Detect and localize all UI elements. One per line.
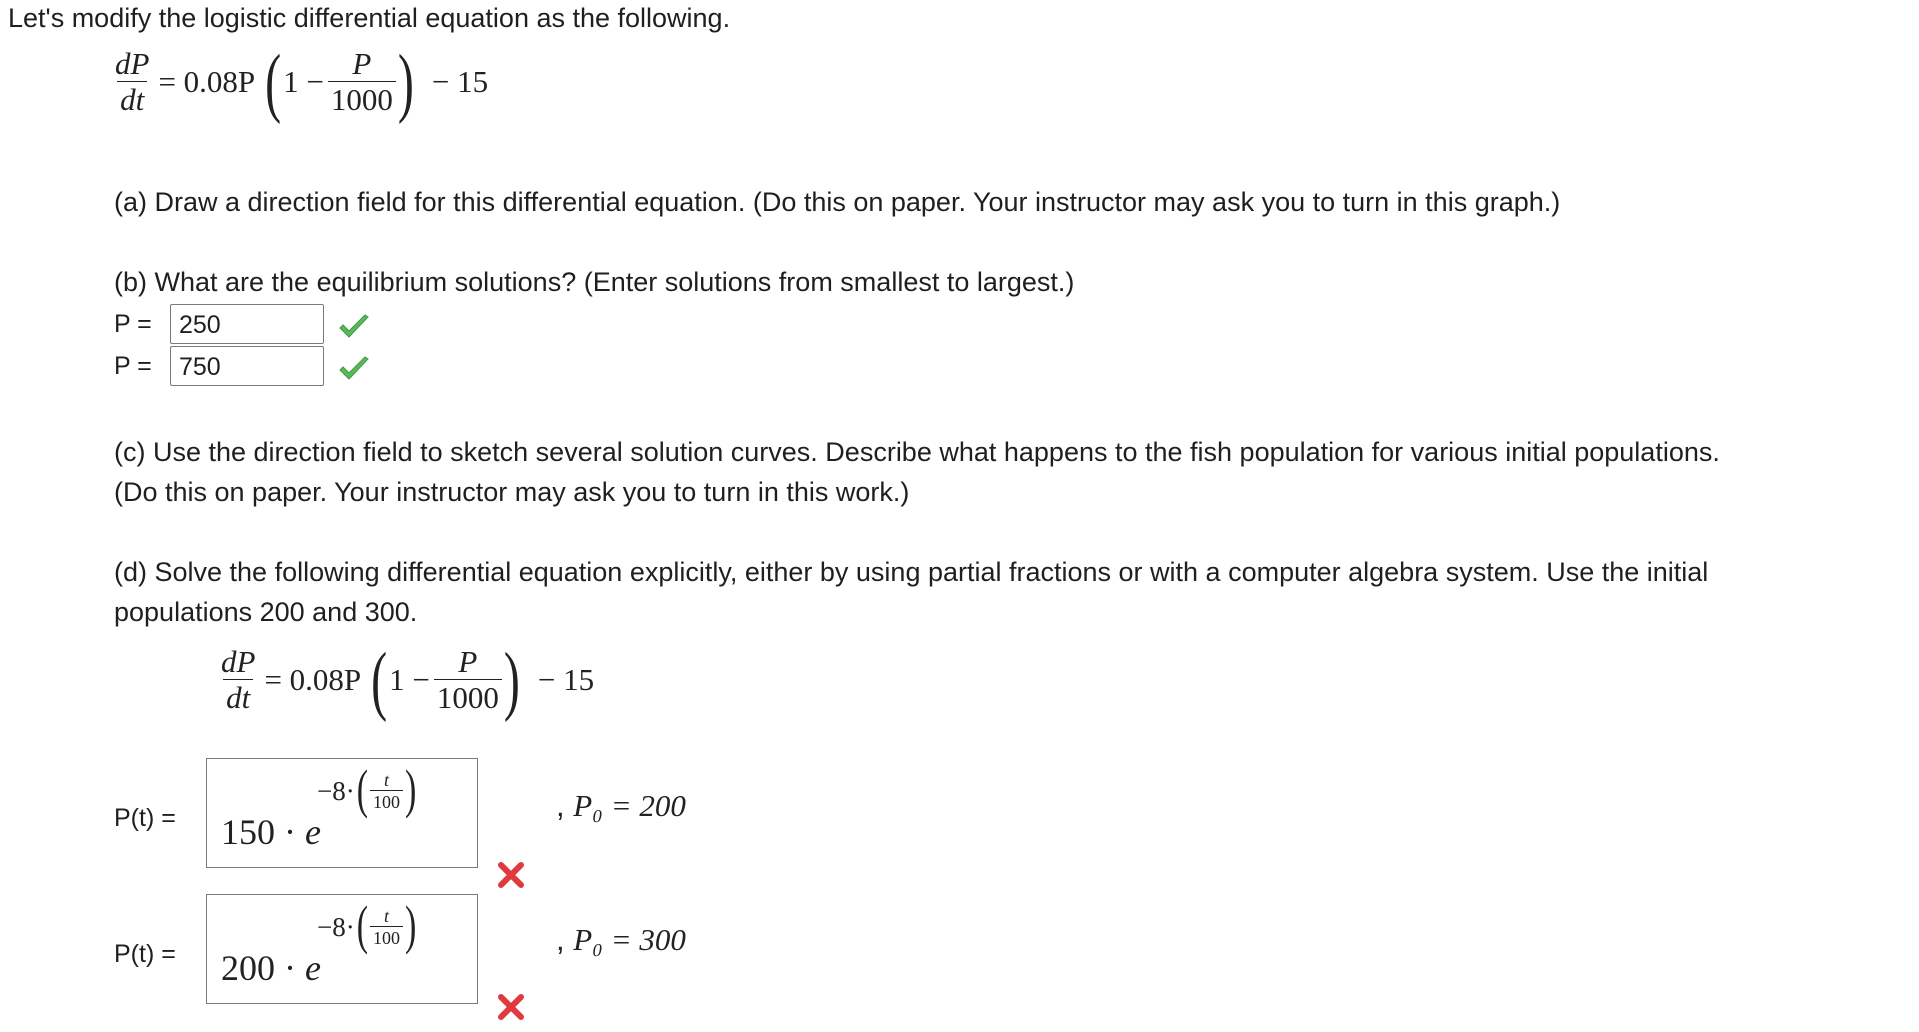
intro-text: Let's modify the logistic differential equation as the following.: [8, 3, 731, 33]
part-d-line2: populations 200 and 300.: [114, 597, 418, 627]
check-icon: [338, 356, 370, 382]
initial-condition-2: , P₀ = 300: [556, 922, 686, 957]
lhs-fraction: $\frac{dP}{dt}$: [115, 46, 150, 117]
part-c-line1: (c) Use the direction field to sketch several solution curves. Describe what happens to the fish population for various initial populations.: [114, 437, 1720, 467]
check-icon: [338, 314, 370, 340]
equilibrium-input-2[interactable]: 750: [170, 346, 324, 386]
part-c-line2: (Do this on paper. Your instructor may ask you to turn in this work.): [114, 477, 910, 507]
pt-label-1: P(t) =: [114, 804, 176, 832]
solution-input-1[interactable]: 150 · e −8· ( $\frac{t}{100}$ ): [206, 758, 478, 868]
cross-icon: [496, 860, 526, 890]
initial-condition-1: , P₀ = 200: [556, 788, 686, 823]
equation-main: $\frac{dP}{dt}$ = 0.08P ( 1 − $\frac{P}{1000}$ ) − 15: [112, 48, 488, 116]
equilibrium-input-1[interactable]: 250: [170, 304, 324, 344]
part-a-text: (a) Draw a direction field for this differential equation. (Do this on paper. Your instructor may ask you to turn in this graph.): [114, 187, 1561, 217]
p-label-2: P =: [114, 352, 152, 380]
part-d-line1: (d) Solve the following differential equation explicitly, either by using partial fractions or with a computer algebra system. Use the initial: [114, 557, 1709, 587]
cross-icon: [496, 992, 526, 1022]
pt-label-2: P(t) =: [114, 940, 176, 968]
part-b-prompt: (b) What are the equilibrium solutions? (Enter solutions from smallest to largest.): [114, 267, 1075, 297]
equation-repeat: $\frac{dP}{dt}$ = 0.08P ( 1 − $\frac{P}{1000}$ ) − 15: [221, 637, 595, 723]
solution-input-2[interactable]: 200 · e −8· ( $\frac{t}{100}$ ): [206, 894, 478, 1004]
p-label-1: P =: [114, 310, 152, 338]
p-over-1000: $\frac{P}{1000}$: [328, 48, 396, 116]
